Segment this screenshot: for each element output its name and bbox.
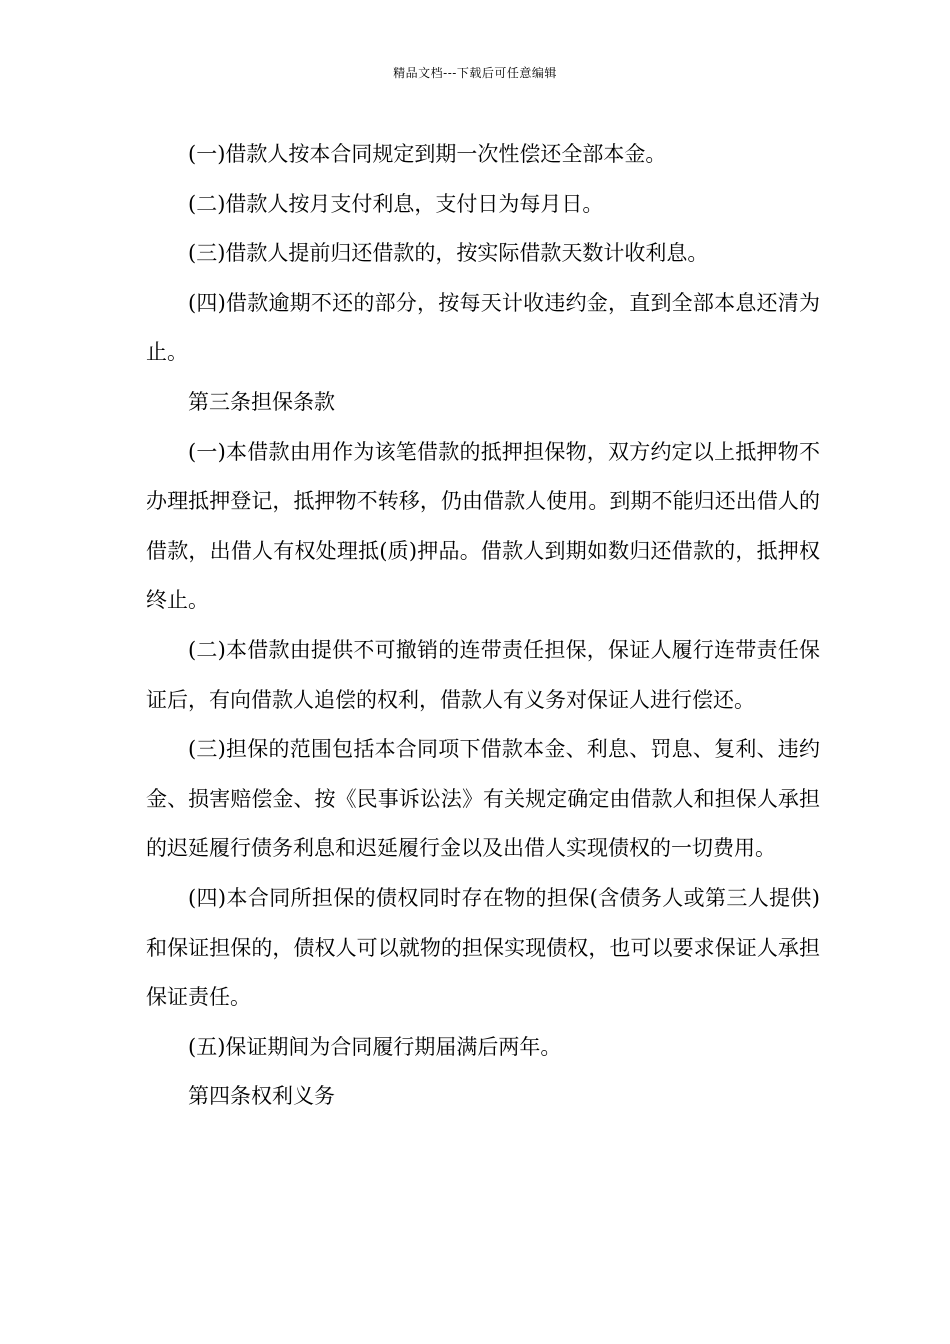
paragraph-concurrent-guarantee: (四)本合同所担保的债权同时存在物的担保(含债务人或第三人提供)和保证担保的，债权人可以就物的担保实现债权，也可以要求保证人承担保证责任。: [146, 885, 820, 1010]
page-header: 精品文档---下载后可任意编辑: [393, 66, 557, 80]
paragraph-guarantee-period: (五)保证期间为合同履行期届满后两年。: [188, 1034, 562, 1059]
paragraph-guarantee-scope: (三)担保的范围包括本合同项下借款本金、利息、罚息、复利、违约金、损害赔偿金、按《民事诉讼法》有关规定确定由借款人和担保人承担的迟延履行债务利息和迟延履行金以及出借人实现债权的一切费用。: [146, 737, 820, 861]
paragraph-overdue-penalty: (四)借款逾期不还的部分，按每天计收违约金，直到全部本息还清为止。: [146, 290, 820, 365]
paragraph-monthly-interest: (二)借款人按月支付利息，支付日为每月日。: [188, 191, 604, 216]
section-heading-guarantee: 第三条担保条款: [188, 389, 335, 414]
section-heading-rights-obligations: 第四条权利义务: [188, 1084, 335, 1109]
document-body: [146, 130, 820, 1122]
paragraph-early-repayment: (三)借款人提前归还借款的，按实际借款天数计收利息。: [188, 241, 709, 266]
paragraph-repayment-principal: (一)借款人按本合同规定到期一次性偿还全部本金。: [188, 142, 667, 166]
paragraph-collateral: (一)本借款由用作为该笔借款的抵押担保物，双方约定以上抵押物不办理抵押登记，抵押物不转移，仍由借款人使用。到期不能归还出借人的借款，出借人有权处理抵(质)押品。借款人到期如数归还借款的，抵押权终止。: [146, 439, 820, 613]
paragraph-joint-liability: (二)本借款由提供不可撤销的连带责任担保，保证人履行连带责任保证后，有向借款人追偿的权利，借款人有义务对保证人进行偿还。: [146, 637, 820, 712]
